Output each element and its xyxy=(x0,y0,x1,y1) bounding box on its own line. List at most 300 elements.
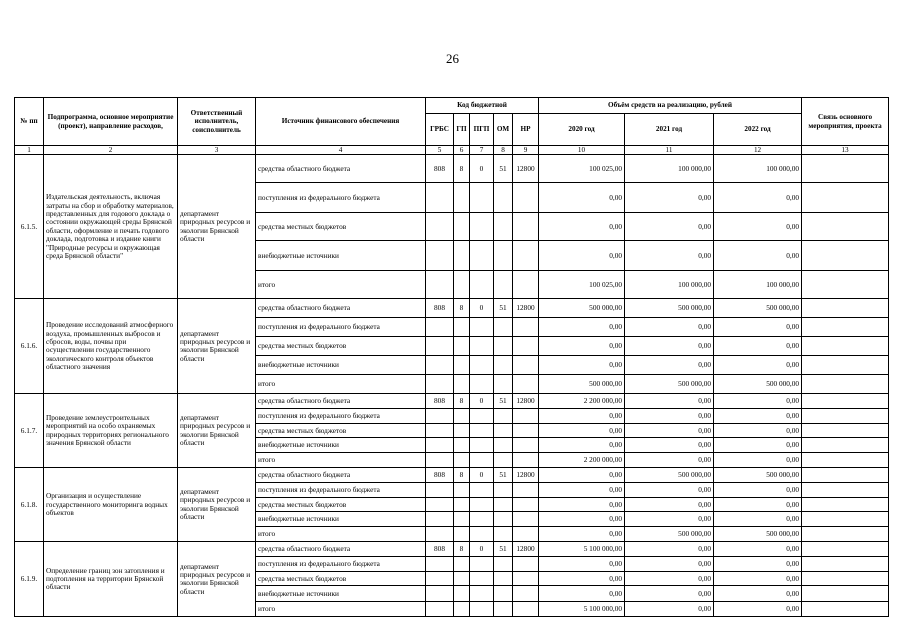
code-gp xyxy=(454,409,470,424)
funding-source: итого xyxy=(256,602,426,617)
amount-2021: 0,00 xyxy=(625,241,714,271)
code-pgp: 0 xyxy=(470,394,494,409)
amount-2020: 0,00 xyxy=(539,572,625,586)
amount-2020: 0,00 xyxy=(539,498,625,512)
code-gp xyxy=(454,498,470,512)
amount-2021: 100 000,00 xyxy=(625,155,714,183)
code-gp: 8 xyxy=(454,542,470,557)
amount-2021: 0,00 xyxy=(625,483,714,498)
amount-2022: 0,00 xyxy=(714,572,802,586)
code-pgp xyxy=(470,586,494,602)
header-link: Связь основного мероприятия, проекта xyxy=(802,98,889,146)
link-cell xyxy=(802,394,889,409)
code-nr xyxy=(513,453,539,468)
amount-2022: 0,00 xyxy=(714,586,802,602)
executor: департамент природных ресурсов и экологии Брянской области xyxy=(178,155,256,299)
code-grbs xyxy=(426,602,454,617)
code-nr xyxy=(513,318,539,337)
amount-2021: 0,00 xyxy=(625,213,714,241)
code-om xyxy=(494,271,513,299)
funding-source: средства местных бюджетов xyxy=(256,572,426,586)
amount-2020: 0,00 xyxy=(539,586,625,602)
code-om xyxy=(494,438,513,453)
funding-source: внебюджетные источники xyxy=(256,438,426,453)
amount-2021: 0,00 xyxy=(625,183,714,213)
code-gp xyxy=(454,438,470,453)
amount-2022: 0,00 xyxy=(714,183,802,213)
code-gp xyxy=(454,318,470,337)
code-om xyxy=(494,586,513,602)
header-year-2022: 2022 год xyxy=(714,114,802,146)
executor: департамент природных ресурсов и экологии Брянской области xyxy=(178,468,256,542)
header-year-2021: 2021 год xyxy=(625,114,714,146)
funding-source: внебюджетные источники xyxy=(256,356,426,375)
code-nr xyxy=(513,483,539,498)
code-grbs xyxy=(426,183,454,213)
code-grbs xyxy=(426,572,454,586)
code-pgp: 0 xyxy=(470,299,494,318)
code-grbs xyxy=(426,271,454,299)
code-om xyxy=(494,512,513,527)
code-om xyxy=(494,602,513,617)
link-cell xyxy=(802,572,889,586)
funding-source: внебюджетные источники xyxy=(256,512,426,527)
row-number: 6.1.8. xyxy=(15,468,44,542)
column-number: 1 xyxy=(15,146,44,155)
column-number: 11 xyxy=(625,146,714,155)
code-pgp xyxy=(470,572,494,586)
code-gp xyxy=(454,512,470,527)
code-nr xyxy=(513,213,539,241)
code-gp xyxy=(454,453,470,468)
funding-source: итого xyxy=(256,375,426,394)
header-source: Источник финансового обеспечения xyxy=(256,98,426,146)
column-number: 7 xyxy=(470,146,494,155)
activity-name: Издательская деятельность, включая затраты на сбор и обработку материалов, представленных для годового доклада о состоянии окружающей среды Брянской области, оформление и печать годового доклада, подготовка и издание книги "Природные ресурсы и окружающая среда Брянской области" xyxy=(44,155,178,299)
code-gp: 8 xyxy=(454,394,470,409)
code-om xyxy=(494,213,513,241)
amount-2021: 0,00 xyxy=(625,542,714,557)
link-cell xyxy=(802,483,889,498)
code-grbs: 808 xyxy=(426,299,454,318)
code-nr xyxy=(513,557,539,572)
link-cell xyxy=(802,299,889,318)
code-om xyxy=(494,527,513,542)
table-row xyxy=(15,155,889,183)
code-pgp xyxy=(470,498,494,512)
column-number: 10 xyxy=(539,146,625,155)
code-gp xyxy=(454,356,470,375)
amount-2021: 0,00 xyxy=(625,586,714,602)
amount-2020: 0,00 xyxy=(539,356,625,375)
code-om xyxy=(494,375,513,394)
funding-source: внебюджетные источники xyxy=(256,241,426,271)
code-pgp xyxy=(470,557,494,572)
code-gp xyxy=(454,527,470,542)
link-cell xyxy=(802,375,889,394)
funding-source: средства областного бюджета xyxy=(256,394,426,409)
funding-source: поступления из федерального бюджета xyxy=(256,483,426,498)
code-gp xyxy=(454,586,470,602)
code-nr xyxy=(513,512,539,527)
code-pgp xyxy=(470,318,494,337)
amount-2022: 0,00 xyxy=(714,602,802,617)
link-cell xyxy=(802,183,889,213)
code-grbs: 808 xyxy=(426,542,454,557)
link-cell xyxy=(802,271,889,299)
header-executor: Ответственный исполнитель, соисполнитель xyxy=(178,98,256,146)
code-grbs xyxy=(426,409,454,424)
amount-2021: 0,00 xyxy=(625,498,714,512)
code-gp xyxy=(454,213,470,241)
code-om: 51 xyxy=(494,299,513,318)
code-gp xyxy=(454,557,470,572)
table-row xyxy=(15,542,889,557)
amount-2022: 0,00 xyxy=(714,438,802,453)
code-gp xyxy=(454,602,470,617)
code-pgp xyxy=(470,183,494,213)
amount-2021: 0,00 xyxy=(625,337,714,356)
code-om xyxy=(494,337,513,356)
code-om xyxy=(494,409,513,424)
link-cell xyxy=(802,498,889,512)
amount-2021: 0,00 xyxy=(625,424,714,438)
code-nr xyxy=(513,183,539,213)
amount-2020: 0,00 xyxy=(539,527,625,542)
code-grbs xyxy=(426,356,454,375)
code-gp xyxy=(454,375,470,394)
code-nr: 12800 xyxy=(513,468,539,483)
amount-2022: 0,00 xyxy=(714,512,802,527)
link-cell xyxy=(802,453,889,468)
code-pgp xyxy=(470,453,494,468)
link-cell xyxy=(802,337,889,356)
amount-2020: 0,00 xyxy=(539,183,625,213)
funding-source: поступления из федерального бюджета xyxy=(256,183,426,213)
amount-2020: 0,00 xyxy=(539,557,625,572)
amount-2022: 0,00 xyxy=(714,557,802,572)
activity-name: Организация и осуществление государственного мониторинга водных объектов xyxy=(44,468,178,542)
amount-2020: 100 025,00 xyxy=(539,271,625,299)
funding-source: поступления из федерального бюджета xyxy=(256,409,426,424)
code-grbs xyxy=(426,557,454,572)
link-cell xyxy=(802,542,889,557)
amount-2022: 0,00 xyxy=(714,409,802,424)
amount-2022: 0,00 xyxy=(714,498,802,512)
amount-2020: 0,00 xyxy=(539,468,625,483)
code-om: 51 xyxy=(494,542,513,557)
header-om: ОМ xyxy=(494,114,513,146)
link-cell xyxy=(802,213,889,241)
code-grbs xyxy=(426,318,454,337)
amount-2022: 0,00 xyxy=(714,241,802,271)
amount-2020: 0,00 xyxy=(539,318,625,337)
code-nr xyxy=(513,586,539,602)
amount-2022: 0,00 xyxy=(714,394,802,409)
code-pgp: 0 xyxy=(470,468,494,483)
amount-2020: 5 100 000,00 xyxy=(539,602,625,617)
amount-2022: 100 000,00 xyxy=(714,271,802,299)
amount-2021: 0,00 xyxy=(625,453,714,468)
executor: департамент природных ресурсов и экологии Брянской области xyxy=(178,299,256,394)
amount-2021: 0,00 xyxy=(625,602,714,617)
header-num: № пп xyxy=(15,98,44,146)
amount-2022: 0,00 xyxy=(714,453,802,468)
table-row xyxy=(15,299,889,318)
code-grbs xyxy=(426,586,454,602)
amount-2022: 100 000,00 xyxy=(714,155,802,183)
amount-2021: 100 000,00 xyxy=(625,271,714,299)
code-grbs xyxy=(426,337,454,356)
funding-source: средства областного бюджета xyxy=(256,299,426,318)
code-nr: 12800 xyxy=(513,394,539,409)
header-pgp: ПГП xyxy=(470,114,494,146)
row-number: 6.1.7. xyxy=(15,394,44,468)
link-cell xyxy=(802,512,889,527)
funding-source: средства областного бюджета xyxy=(256,468,426,483)
header-program: Подпрограмма, основное мероприятие (проект), направление расходов, xyxy=(44,98,178,146)
amount-2022: 0,00 xyxy=(714,356,802,375)
funding-source: итого xyxy=(256,453,426,468)
amount-2020: 0,00 xyxy=(539,424,625,438)
column-number: 4 xyxy=(256,146,426,155)
link-cell xyxy=(802,409,889,424)
amount-2022: 0,00 xyxy=(714,337,802,356)
code-gp xyxy=(454,271,470,299)
code-om: 51 xyxy=(494,394,513,409)
funding-source: средства местных бюджетов xyxy=(256,498,426,512)
code-grbs xyxy=(426,375,454,394)
code-nr xyxy=(513,572,539,586)
code-pgp xyxy=(470,271,494,299)
amount-2020: 500 000,00 xyxy=(539,299,625,318)
amount-2022: 0,00 xyxy=(714,542,802,557)
code-om xyxy=(494,572,513,586)
table-row xyxy=(15,468,889,483)
code-grbs xyxy=(426,498,454,512)
column-number: 3 xyxy=(178,146,256,155)
code-om xyxy=(494,453,513,468)
amount-2022: 0,00 xyxy=(714,483,802,498)
column-number: 13 xyxy=(802,146,889,155)
column-number: 8 xyxy=(494,146,513,155)
amount-2020: 2 200 000,00 xyxy=(539,453,625,468)
code-grbs xyxy=(426,241,454,271)
funding-source: средства местных бюджетов xyxy=(256,337,426,356)
code-om xyxy=(494,498,513,512)
code-grbs xyxy=(426,438,454,453)
amount-2022: 0,00 xyxy=(714,318,802,337)
code-grbs xyxy=(426,213,454,241)
code-nr: 12800 xyxy=(513,542,539,557)
code-nr xyxy=(513,438,539,453)
code-nr: 12800 xyxy=(513,155,539,183)
activity-name: Проведение землеустроительных мероприятий на особо охраняемых природных территориях регионального значения Брянской области xyxy=(44,394,178,468)
table-row xyxy=(15,394,889,409)
code-nr xyxy=(513,337,539,356)
funding-source: внебюджетные источники xyxy=(256,586,426,602)
activity-name: Проведение исследований атмосферного воздуха, промышленных выбросов и сбросов, воды, почвы при осуществлении государственного экологического контроля объектов областного значения xyxy=(44,299,178,394)
column-number: 6 xyxy=(454,146,470,155)
link-cell xyxy=(802,424,889,438)
amount-2021: 0,00 xyxy=(625,512,714,527)
code-grbs xyxy=(426,483,454,498)
amount-2021: 0,00 xyxy=(625,572,714,586)
amount-2020: 0,00 xyxy=(539,409,625,424)
code-grbs: 808 xyxy=(426,468,454,483)
link-cell xyxy=(802,318,889,337)
code-om xyxy=(494,356,513,375)
amount-2021: 0,00 xyxy=(625,356,714,375)
amount-2020: 0,00 xyxy=(539,483,625,498)
amount-2022: 0,00 xyxy=(714,213,802,241)
amount-2020: 5 100 000,00 xyxy=(539,542,625,557)
code-pgp xyxy=(470,337,494,356)
column-number: 12 xyxy=(714,146,802,155)
column-number: 5 xyxy=(426,146,454,155)
amount-2022: 500 000,00 xyxy=(714,299,802,318)
amount-2021: 500 000,00 xyxy=(625,468,714,483)
amount-2022: 0,00 xyxy=(714,424,802,438)
activity-name: Определение границ зон затопления и подтопления на территории Брянской области xyxy=(44,542,178,617)
amount-2020: 0,00 xyxy=(539,241,625,271)
link-cell xyxy=(802,438,889,453)
code-nr xyxy=(513,356,539,375)
amount-2020: 500 000,00 xyxy=(539,375,625,394)
code-om xyxy=(494,483,513,498)
code-gp: 8 xyxy=(454,299,470,318)
link-cell xyxy=(802,586,889,602)
code-grbs xyxy=(426,527,454,542)
code-pgp xyxy=(470,375,494,394)
code-om: 51 xyxy=(494,468,513,483)
code-gp xyxy=(454,424,470,438)
page-number: 26 xyxy=(446,51,459,66)
amount-2021: 500 000,00 xyxy=(625,299,714,318)
code-nr xyxy=(513,424,539,438)
code-pgp: 0 xyxy=(470,542,494,557)
header-gp: ГП xyxy=(454,114,470,146)
amount-2022: 500 000,00 xyxy=(714,468,802,483)
code-om: 51 xyxy=(494,155,513,183)
funding-source: итого xyxy=(256,271,426,299)
amount-2020: 2 200 000,00 xyxy=(539,394,625,409)
column-number: 9 xyxy=(513,146,539,155)
code-om xyxy=(494,557,513,572)
budget-table xyxy=(14,97,889,617)
code-gp xyxy=(454,183,470,213)
header-year-2020: 2020 год xyxy=(539,114,625,146)
link-cell xyxy=(802,356,889,375)
amount-2021: 0,00 xyxy=(625,394,714,409)
executor: департамент природных ресурсов и экологии Брянской области xyxy=(178,542,256,617)
code-grbs: 808 xyxy=(426,394,454,409)
code-pgp xyxy=(470,602,494,617)
header-nr: НР xyxy=(513,114,539,146)
code-nr xyxy=(513,527,539,542)
link-cell xyxy=(802,602,889,617)
amount-2021: 0,00 xyxy=(625,557,714,572)
funding-source: поступления из федерального бюджета xyxy=(256,557,426,572)
funding-source: средства областного бюджета xyxy=(256,155,426,183)
link-cell xyxy=(802,241,889,271)
amount-2022: 500 000,00 xyxy=(714,375,802,394)
code-nr xyxy=(513,409,539,424)
row-number: 6.1.9. xyxy=(15,542,44,617)
code-pgp: 0 xyxy=(470,155,494,183)
code-nr xyxy=(513,271,539,299)
code-pgp xyxy=(470,241,494,271)
code-nr xyxy=(513,498,539,512)
amount-2021: 0,00 xyxy=(625,318,714,337)
column-number-row xyxy=(15,146,889,155)
code-nr: 12800 xyxy=(513,299,539,318)
link-cell xyxy=(802,468,889,483)
header-grbs: ГРБС xyxy=(426,114,454,146)
funding-source: итого xyxy=(256,527,426,542)
amount-2020: 0,00 xyxy=(539,438,625,453)
amount-2020: 0,00 xyxy=(539,512,625,527)
amount-2020: 0,00 xyxy=(539,337,625,356)
row-number: 6.1.6. xyxy=(15,299,44,394)
code-nr xyxy=(513,375,539,394)
code-pgp xyxy=(470,213,494,241)
code-gp xyxy=(454,241,470,271)
code-grbs xyxy=(426,424,454,438)
link-cell xyxy=(802,557,889,572)
link-cell xyxy=(802,155,889,183)
code-pgp xyxy=(470,512,494,527)
code-gp: 8 xyxy=(454,468,470,483)
code-gp xyxy=(454,483,470,498)
code-pgp xyxy=(470,356,494,375)
header-volume: Объём средств на реализацию, рублей xyxy=(539,98,802,114)
amount-2021: 0,00 xyxy=(625,438,714,453)
funding-source: средства областного бюджета xyxy=(256,542,426,557)
funding-source: средства местных бюджетов xyxy=(256,213,426,241)
executor: департамент природных ресурсов и экологии Брянской области xyxy=(178,394,256,468)
budget-table-body xyxy=(15,155,889,617)
code-grbs: 808 xyxy=(426,155,454,183)
code-pgp xyxy=(470,527,494,542)
amount-2021: 500 000,00 xyxy=(625,375,714,394)
column-number: 2 xyxy=(44,146,178,155)
code-om xyxy=(494,183,513,213)
code-gp xyxy=(454,337,470,356)
link-cell xyxy=(802,527,889,542)
amount-2021: 500 000,00 xyxy=(625,527,714,542)
code-grbs xyxy=(426,453,454,468)
funding-source: средства местных бюджетов xyxy=(256,424,426,438)
funding-source: поступления из федерального бюджета xyxy=(256,318,426,337)
amount-2022: 500 000,00 xyxy=(714,527,802,542)
code-om xyxy=(494,424,513,438)
code-pgp xyxy=(470,483,494,498)
code-pgp xyxy=(470,424,494,438)
amount-2020: 100 025,00 xyxy=(539,155,625,183)
code-gp: 8 xyxy=(454,155,470,183)
code-gp xyxy=(454,572,470,586)
code-nr xyxy=(513,241,539,271)
amount-2020: 0,00 xyxy=(539,213,625,241)
code-pgp xyxy=(470,409,494,424)
code-om xyxy=(494,241,513,271)
row-number: 6.1.5. xyxy=(15,155,44,299)
code-pgp xyxy=(470,438,494,453)
code-om xyxy=(494,318,513,337)
amount-2021: 0,00 xyxy=(625,409,714,424)
code-grbs xyxy=(426,512,454,527)
